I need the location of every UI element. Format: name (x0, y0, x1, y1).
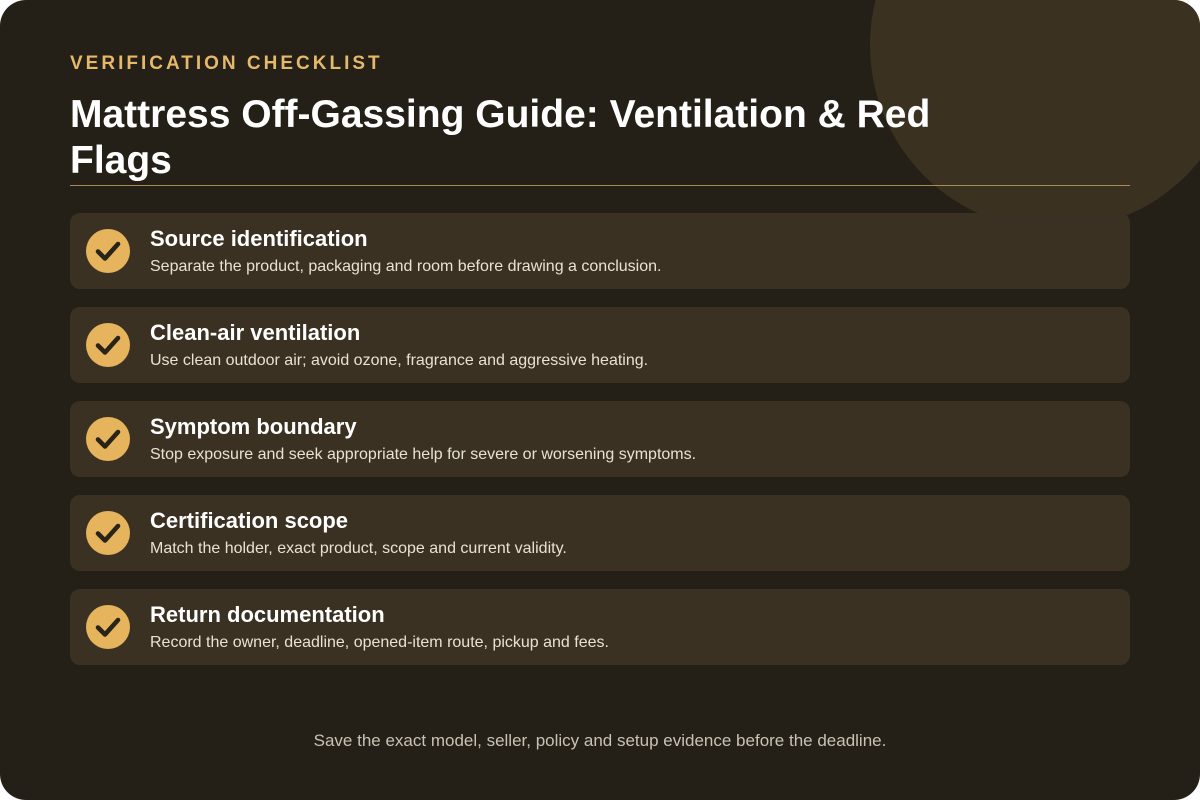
checklist-item-return-documentation (70, 589, 1130, 665)
checklist-item-description: Match the holder, exact product, scope and current validity. (150, 540, 567, 557)
check-circle-icon (86, 511, 130, 555)
checklist-item-title: Return documentation (150, 602, 385, 627)
title-divider (70, 185, 1130, 186)
checklist-item-source-identification (70, 213, 1130, 289)
eyebrow-label: VERIFICATION CHECKLIST (70, 53, 383, 74)
checklist-item-description: Stop exposure and seek appropriate help for severe or worsening symptoms. (150, 446, 697, 463)
footer-note: Save the exact model, seller, policy and setup evidence before the deadline. (313, 731, 887, 750)
checklist (70, 213, 1130, 683)
page-title: Mattress Off-Gassing Guide: Ventilation & Red Flags (70, 93, 931, 182)
check-circle-icon (86, 323, 130, 367)
checklist-item-clean-air-ventilation (70, 307, 1130, 383)
checklist-item-description: Record the owner, deadline, opened-item route, pickup and fees. (150, 634, 609, 651)
checklist-item-description: Use clean outdoor air; avoid ozone, fragrance and aggressive heating. (150, 352, 649, 369)
checklist-item-title: Clean-air ventilation (150, 320, 361, 345)
check-circle-icon (86, 605, 130, 649)
check-circle-icon (86, 229, 130, 273)
checklist-item-symptom-boundary (70, 401, 1130, 477)
checklist-item-title: Symptom boundary (150, 414, 357, 439)
check-circle-icon (86, 417, 130, 461)
checklist-item-title: Source identification (150, 226, 368, 251)
checklist-item-title: Certification scope (150, 508, 349, 533)
checklist-item-certification-scope (70, 495, 1130, 571)
checklist-item-description: Separate the product, packaging and room before drawing a conclusion. (150, 258, 662, 275)
